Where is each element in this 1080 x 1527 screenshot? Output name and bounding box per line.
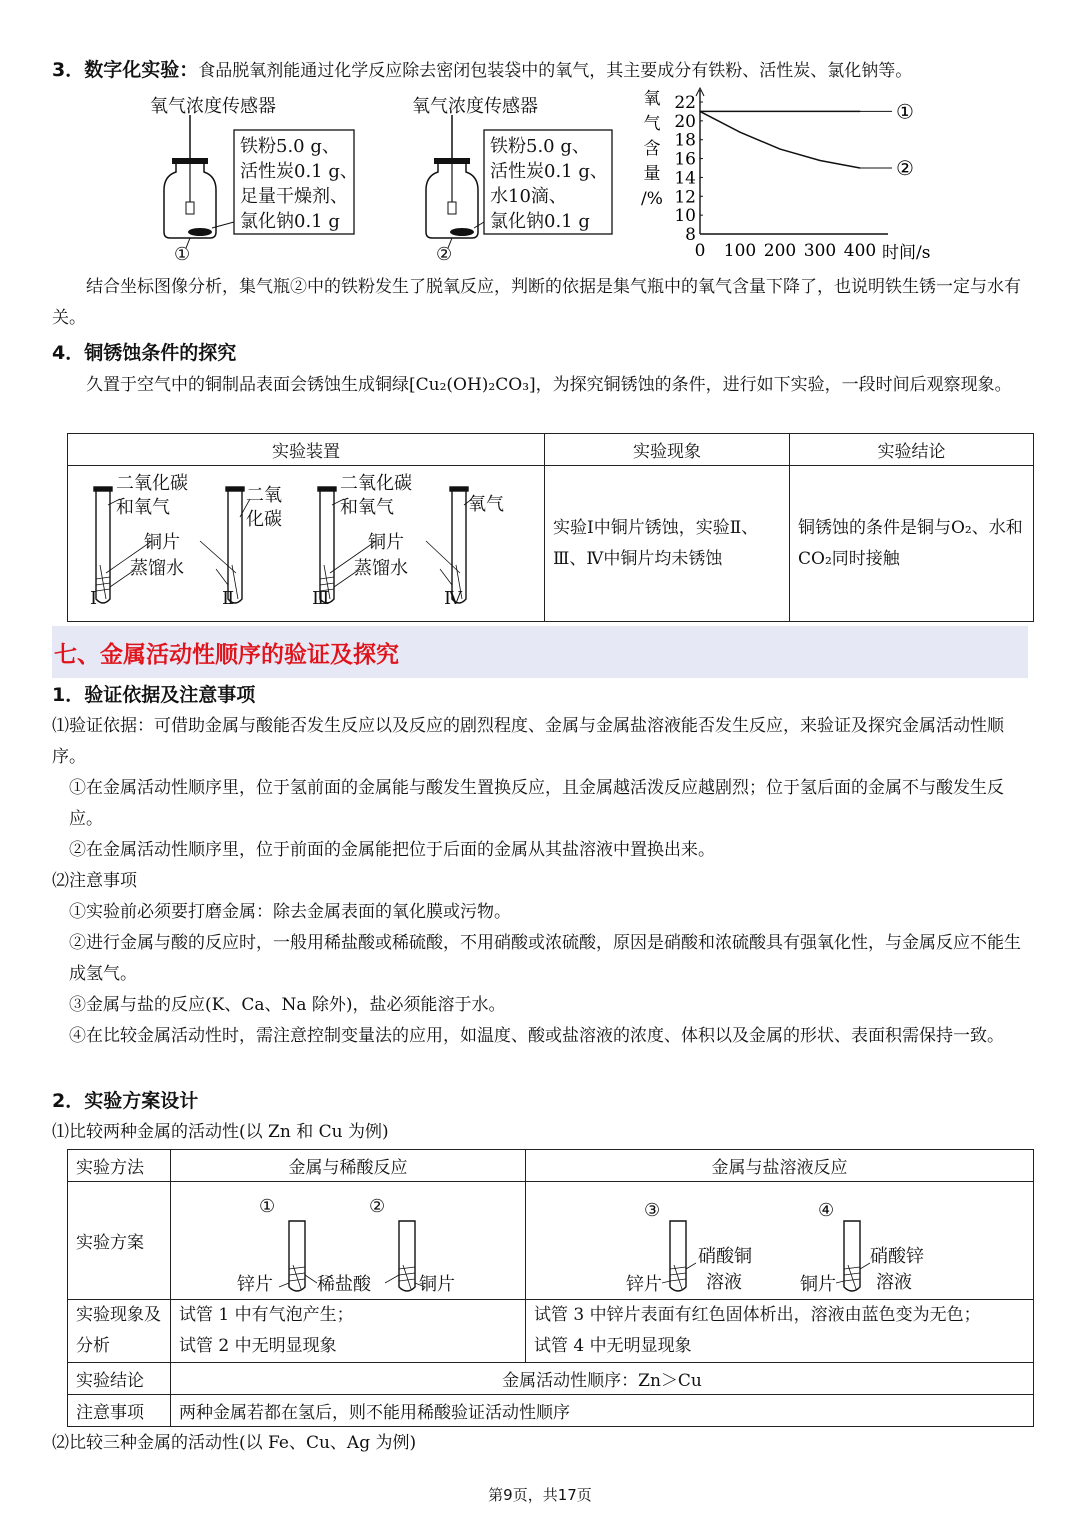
gas-line: 二氧化碳 [340, 473, 412, 494]
row-obs-label: 实验现象及分析 [68, 1300, 171, 1363]
series-2-label: ② [896, 156, 914, 180]
series-2-point [819, 160, 820, 161]
y-tick-label: 16 [674, 149, 696, 170]
y-axis-label-char: 含 [643, 139, 661, 159]
tube-4-number: ④ [818, 1200, 835, 1221]
obs-salt-cell [526, 1300, 1034, 1363]
header-phenomenon: 实验现象 [545, 434, 790, 466]
s7-1-number: 1． [52, 684, 85, 706]
roman-4: Ⅳ [444, 588, 462, 609]
tube-1-gas [116, 472, 188, 520]
obs-salt-line: 试管 3 中锌片表面有红色固体析出，溶液由蓝色变为无色； [534, 1305, 981, 1325]
gas-line: 二氧 [246, 485, 282, 506]
bottle-1-line: 足量干燥剂、 [240, 186, 348, 207]
s7-1-p2-label: ⑵注意事项 [52, 871, 137, 891]
s3-number: 3． [52, 59, 85, 81]
hcl-label: 稀盐酸 [317, 1274, 371, 1295]
bottle-1-number: ① [174, 244, 191, 265]
s7-1-heading [52, 680, 255, 707]
s7-1-p1 [52, 711, 1030, 773]
sensor-label-1: 氧气浓度传感器 [150, 96, 276, 117]
s4-number: 4． [52, 342, 85, 364]
s7-1-p2c: ③金属与盐的反应(K、Ca、Na 除外)，盐必须能溶于水。 [69, 995, 506, 1015]
series-line-2 [700, 111, 860, 168]
x-tick-label: 200 [763, 241, 797, 261]
s7-1-p1b: ②在金属活动性顺序里，位于前面的金属能把位于后面的金属从其盐溶液中置换出来。 [69, 840, 715, 860]
p1-text: 可借助金属与酸能否发生反应以及反应的剧烈程度、金属与金属盐溶液能否发生反应，来验证及探究金属活动性顺序。 [52, 716, 1004, 767]
series-2-point [699, 111, 700, 112]
y-axis-label-char: 气 [643, 114, 661, 134]
s4-title: 铜锈蚀条件的探究 [84, 342, 237, 364]
tube-1-number: ① [259, 1196, 276, 1217]
obs-acid-line: 试管 1 中有气泡产生； [179, 1305, 354, 1325]
bottle-2-number: ② [436, 244, 453, 265]
sub2-rest: (以 Fe、Cu、Ag 为例) [239, 1433, 417, 1453]
x-tick-label: 100 [723, 241, 757, 261]
row-note-label: 注意事项 [68, 1395, 171, 1427]
s7-2-heading [52, 1086, 198, 1113]
acid-plan-cell [171, 1182, 526, 1300]
concl-cell: 金属活动性顺序：Zn＞Cu [171, 1363, 1034, 1395]
series-1-point [819, 111, 820, 112]
y-tick-label: 18 [674, 130, 696, 151]
cu-nitrate-line: 硝酸铜 [698, 1246, 752, 1267]
y-tick-label: 12 [674, 187, 696, 208]
tube-2-number: ② [369, 1196, 386, 1217]
row-method-label: 实验方法 [68, 1150, 171, 1182]
obs-acid-cell [171, 1300, 526, 1363]
series-1-point [739, 111, 740, 112]
series-1-label: ① [896, 99, 914, 124]
s3-analysis: 结合坐标图像分析，集气瓶②中的铁粉发生了脱氧反应，判断的依据是集气瓶中的氧气含量下降了，也说明铁生锈一定与水有关。 [52, 277, 1021, 328]
tube-3-gas [340, 472, 412, 520]
series-1-point [779, 111, 780, 112]
roman-2: Ⅱ [222, 588, 235, 609]
s3-heading [52, 55, 912, 82]
copper-label-2: 铜片 [368, 532, 404, 553]
apparatus-cell [68, 466, 545, 622]
sensor-label-2: 氧气浓度传感器 [412, 96, 538, 117]
conclusion-cell: 铜锈蚀的条件是铜与O₂、水和CO₂同时接触 [790, 466, 1034, 622]
x-tick-label: 300 [803, 241, 837, 261]
sub1-rest: (以 Zn 和 Cu 为例) [239, 1122, 389, 1142]
s4-heading [52, 338, 236, 365]
page-footer: 第9页，共17页 [488, 1486, 592, 1504]
water-label-2: 蒸馏水 [354, 558, 408, 579]
gas-line: 化碳 [246, 509, 282, 530]
s7-2-sub2 [52, 1428, 1030, 1459]
section-7-banner [52, 626, 1028, 678]
y-tick-label: 8 [685, 225, 696, 245]
series-2-point [779, 149, 780, 150]
bottle-1-contents [240, 134, 358, 234]
y-tick-label: 20 [674, 111, 696, 132]
tube-4-gas: 氧气 [468, 494, 504, 515]
bottle-2-line: 铁粉5.0 g、 [490, 136, 590, 157]
tube-3-number: ③ [644, 1200, 661, 1221]
y-tick-label: 22 [674, 93, 696, 113]
phenomenon-cell: 实验Ⅰ中铜片锈蚀，实验Ⅱ、Ⅲ、Ⅳ中铜片均未锈蚀 [545, 466, 790, 622]
series-2-point [739, 132, 740, 133]
cu-nitrate-label [698, 1244, 752, 1296]
col-salt-header: 金属与盐溶液反应 [526, 1150, 1034, 1182]
x-axis-label: 时间/s [882, 243, 931, 263]
zn-nitrate-label [870, 1244, 924, 1296]
sub2-label: ⑵比较三种金属的活动性 [52, 1433, 239, 1453]
bottle-2-line: 活性炭0.1 g、 [490, 161, 608, 182]
s7-1-p2a: ①实验前必须要打磨金属：除去金属表面的氧化膜或污物。 [69, 902, 511, 922]
cu-nitrate-line: 溶液 [706, 1272, 742, 1293]
s3-text: 食品脱氧剂能通过化学反应除去密闭包装袋中的氧气，其主要成分有铁粉、活性炭、氯化钠等。 [198, 61, 913, 81]
zinc-label-salt: 锌片 [626, 1274, 662, 1295]
oxygen-chart [630, 82, 950, 267]
bottle-1-line: 氯化钠0.1 g [240, 211, 340, 232]
header-apparatus: 实验装置 [68, 434, 545, 466]
section-7-title: 七、金属活动性顺序的验证及探究 [54, 642, 399, 668]
zinc-label-acid: 锌片 [237, 1274, 273, 1295]
row-plan-label: 实验方案 [68, 1182, 171, 1300]
s7-1-title: 验证依据及注意事项 [84, 684, 256, 706]
y-tick-label: 14 [674, 168, 696, 189]
copper-table [67, 433, 1034, 622]
y-axis-label-char: 氧 [643, 89, 661, 109]
s4-text: 久置于空气中的铜制品表面会锈蚀生成铜绿[Cu₂(OH)₂CO₃]，为探究铜锈蚀的条件，进行如下实验，一段时间后观察现象。 [86, 375, 1012, 395]
water-label-1: 蒸馏水 [130, 558, 184, 579]
obs-salt-line: 试管 4 中无明显现象 [534, 1336, 692, 1356]
gas-line: 和氧气 [340, 497, 394, 518]
col-acid-header: 金属与稀酸反应 [171, 1150, 526, 1182]
tube-2-gas [246, 484, 282, 532]
note-cell: 两种金属若都在氢后，则不能用稀酸验证活动性顺序 [171, 1395, 1034, 1427]
bottle-1-line: 铁粉5.0 g、 [240, 136, 340, 157]
bottle-2-line: 水10滴、 [490, 186, 567, 207]
roman-3: Ⅲ [312, 588, 330, 609]
y-axis-label-char: /% [641, 189, 663, 209]
x-tick-label: 0 [694, 241, 706, 261]
s7-1-p2b: ②进行金属与酸的反应时，一般用稀盐酸或稀硫酸，不用硝酸或浓硫酸，原因是硝酸和浓硫酸具有强氧化性，与金属反应不能生成氢气。 [69, 933, 1021, 984]
zn-nitrate-line: 硝酸锌 [870, 1246, 924, 1267]
salt-plan-cell [526, 1182, 1034, 1300]
s7-2-title: 实验方案设计 [84, 1090, 199, 1112]
gas-line: 二氧化碳 [116, 473, 188, 494]
copper-label-acid: 铜片 [419, 1274, 455, 1295]
copper-label-1: 铜片 [144, 532, 180, 553]
row-concl-label: 实验结论 [68, 1363, 171, 1395]
s7-1-p2d: ④在比较金属活动性时，需注意控制变量法的应用，如温度、酸或盐溶液的浓度、体积以及金属的形状、表面积需保持一致。 [69, 1026, 1004, 1046]
x-tick-label: 400 [843, 241, 877, 261]
zn-nitrate-line: 溶液 [876, 1272, 912, 1293]
y-tick-label: 10 [674, 206, 696, 227]
p1-label: ⑴验证依据： [52, 716, 154, 736]
zn-cu-table [67, 1149, 1034, 1427]
salt-tubes-diagram [526, 1183, 1032, 1299]
roman-1: Ⅰ [90, 588, 98, 609]
obs-acid-line: 试管 2 中无明显现象 [179, 1336, 337, 1356]
s7-1-p1a: ①在金属活动性顺序里，位于氢前面的金属能与酸发生置换反应，且金属越活泼反应越剧烈；位于氢后面的金属不与酸发生反应。 [69, 778, 1004, 829]
sub1-label: ⑴比较两种金属的活动性 [52, 1122, 239, 1142]
s3-title: 数字化实验： [84, 59, 199, 81]
gas-line: 和氧气 [116, 497, 170, 518]
bottle-1-line: 活性炭0.1 g、 [240, 161, 358, 182]
bottle-2-line: 氯化钠0.1 g [490, 211, 590, 232]
y-axis-label-char: 量 [643, 164, 661, 184]
bottle-2-contents [490, 134, 608, 234]
s7-2-sub1 [52, 1117, 1030, 1148]
header-conclusion: 实验结论 [790, 434, 1034, 466]
s7-2-number: 2． [52, 1090, 85, 1112]
copper-label-salt: 铜片 [800, 1274, 836, 1295]
